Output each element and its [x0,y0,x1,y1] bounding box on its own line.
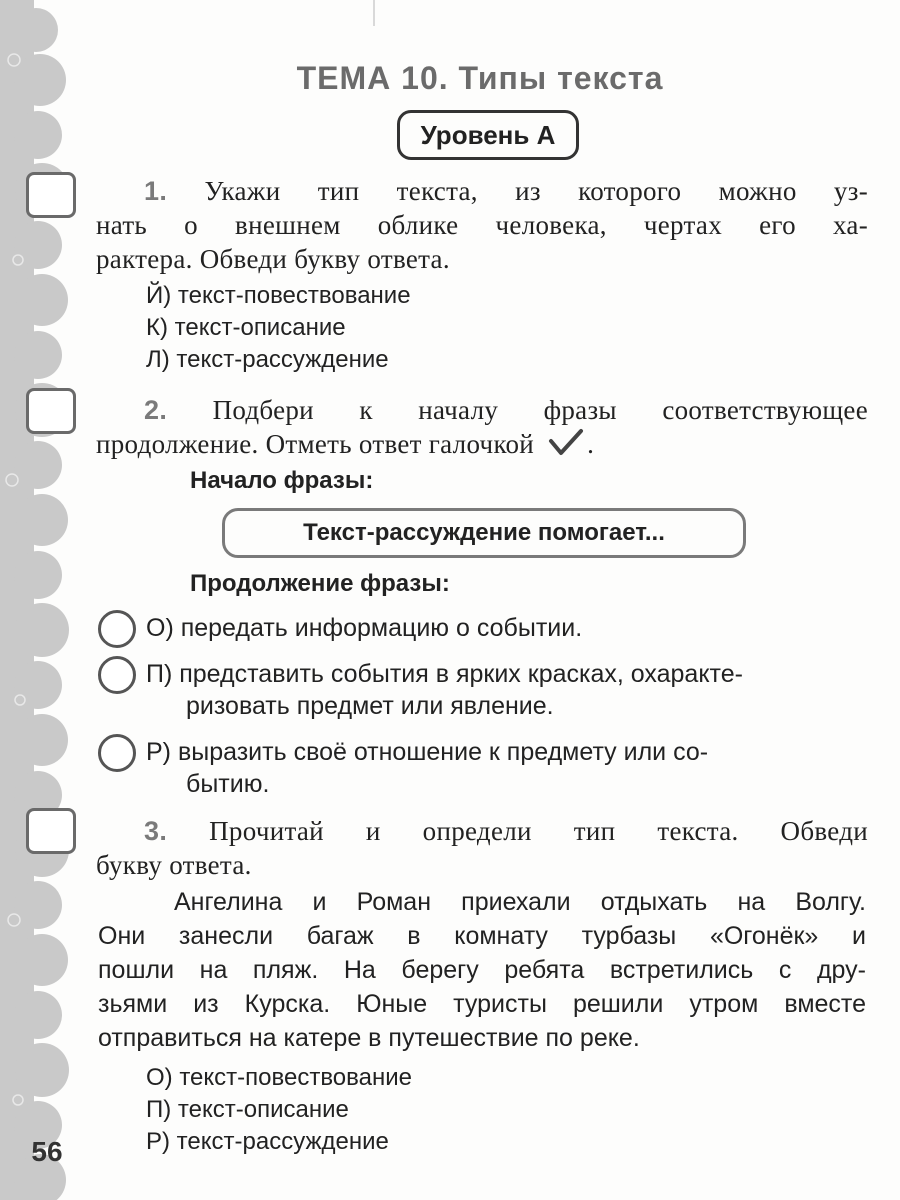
q3-option-1[interactable]: О) текст-повествование [146,1064,412,1091]
q2-option-o-circle[interactable] [98,610,136,648]
phrase-start-box: Текст-рассуждение помогает... [222,508,746,558]
q2-option-p-circle[interactable] [98,656,136,694]
page-number: 56 [31,1136,63,1167]
q3-passage-line-2: Они занесли багаж в комнату турбазы «Огонёк» и [98,922,866,950]
q3-number: 3. [144,816,168,846]
phrase-start-label: Начало фразы: [190,467,374,494]
q3-option-3[interactable]: Р) текст-рассуждение [146,1128,389,1155]
q3-score-box[interactable] [26,808,76,854]
q1-text-line-3: рактера. Обведи букву ответа. [96,244,450,274]
q2-text: Подбери к началу фразы соответствующее [212,395,868,425]
q3-passage-line-5: отправиться на катере в путешествие по реке. [98,1024,640,1052]
q2-text-line-2: продолжение. Отметь ответ галочкой . [96,429,595,459]
q3-passage-line-3: пошли на пляж. На берегу ребята встретились с дру- [98,956,866,984]
q2-number: 2. [144,395,168,425]
q3-text: Прочитай и определи тип текста. Обведи [209,816,868,846]
q2-text-line-1 [96,393,868,427]
q1-text-line-1 [96,174,868,208]
q1-text-line-2: нать о внешнем облике человека, чертах его ха- [96,210,868,240]
q3-passage-line-4: зьями из Курска. Юные туристы решили утром вместе [98,990,866,1018]
q2-text-2: продолжение. Отметь ответ галочкой [96,429,535,459]
binding-mark [373,0,375,26]
q2-option-p-line-1[interactable]: П) представить события в ярких красках, охаракте- [146,660,743,688]
q1-number: 1. [144,176,168,206]
phrase-continuation-label: Продолжение фразы: [190,570,450,597]
q3-passage-line-1: Ангелина и Роман приехали отдыхать на Волгу. [174,888,866,916]
q2-option-o[interactable]: О) передать информацию о событии. [146,614,583,642]
q1-score-box[interactable] [26,172,76,218]
q2-score-box[interactable] [26,388,76,434]
q3-text-line-1 [96,814,868,848]
q1-option-1[interactable]: Й) текст-повествование [146,282,411,309]
q1-option-3[interactable]: Л) текст-рассуждение [146,346,389,373]
q2-option-r-line-2[interactable]: бытию. [186,770,270,798]
q2-option-r-circle[interactable] [98,734,136,772]
level-badge: Уровень А [397,110,579,160]
q2-option-r-line-1[interactable]: Р) выразить своё отношение к предмету или со- [146,738,709,766]
checkmark-icon [547,427,587,457]
q3-option-2[interactable]: П) текст-описание [146,1096,349,1123]
page-title: ТЕМА 10. Типы текста [296,60,664,96]
q1-option-2[interactable]: К) текст-описание [146,314,346,341]
q3-text-line-2: букву ответа. [96,850,252,880]
q2-option-p-line-2[interactable]: ризовать предмет или явление. [186,692,554,720]
q1-text: Укажи тип текста, из которого можно уз- [204,176,868,206]
